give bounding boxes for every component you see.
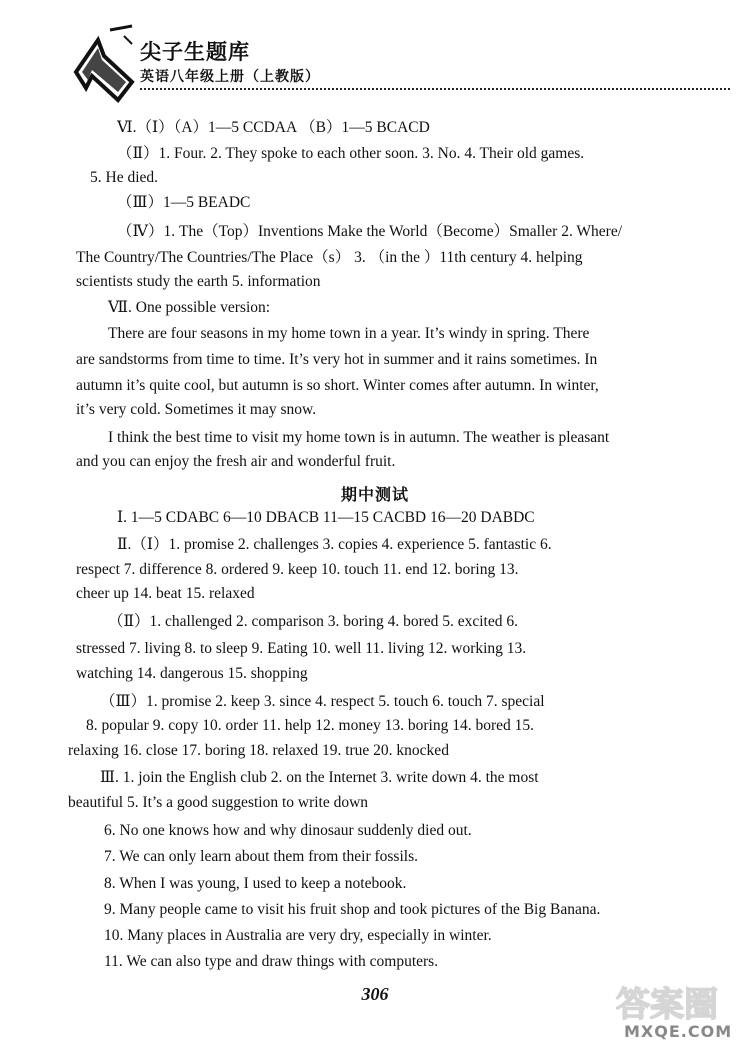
answer-line: respect 7. difference 8. ordered 9. keep 10. touch 11. end 12. boring 13. xyxy=(76,561,519,578)
answer-line: 8. popular 9. copy 10. order 11. help 12. money 13. boring 14. bored 15. xyxy=(86,717,534,734)
watermark-text: 答案圈 xyxy=(616,985,718,1025)
answer-line: The Country/The Countries/The Place（s） 3. （in the ）11th century 4. helping xyxy=(76,249,583,266)
answer-line: 9. Many people came to visit his fruit shop and took pictures of the Big Banana. xyxy=(104,901,601,918)
answer-line: Ⅵ.（Ⅰ）（A）1—5 CCDAA （B）1—5 BCACD xyxy=(117,119,430,136)
essay-line: There are four seasons in my home town in a year. It’s windy in spring. There xyxy=(108,325,590,342)
answer-line: stressed 7. living 8. to sleep 9. Eating 10. well 11. living 12. working 13. xyxy=(76,640,527,657)
answer-line: 6. No one knows how and why dinosaur suddenly died out. xyxy=(104,822,472,839)
answer-line: （Ⅲ）1. promise 2. keep 3. since 4. respect 5. touch 6. touch 7. special xyxy=(100,693,545,710)
watermark-url: MXQE.COM xyxy=(624,1022,733,1041)
answer-line: beautiful 5. It’s a good suggestion to write down xyxy=(68,794,369,811)
answer-line: watching 14. dangerous 15. shopping xyxy=(76,665,308,682)
answer-line: cheer up 14. beat 15. relaxed xyxy=(76,585,255,602)
answer-line: （Ⅱ）1. challenged 2. comparison 3. boring 4. bored 5. excited 6. xyxy=(108,613,518,630)
book-subtitle: 英语八年级上册（上教版） xyxy=(140,69,320,85)
page-number: 306 xyxy=(361,984,389,1004)
section-title: 期中测试 xyxy=(340,485,409,504)
answer-line: Ⅲ. 1. join the English club 2. on the Internet 3. write down 4. the most xyxy=(100,769,539,786)
book-title: 尖子生题库 xyxy=(140,40,250,64)
answer-line: 8. When I was young, I used to keep a notebook. xyxy=(104,875,407,892)
answer-line: scientists study the earth 5. information xyxy=(76,273,321,290)
answer-line: （Ⅱ）1. Four. 2. They spoke to each other soon. 3. No. 4. Their old games. xyxy=(117,145,585,162)
essay-line: and you can enjoy the fresh air and wonderful fruit. xyxy=(76,453,396,470)
answer-line: Ⅱ.（Ⅰ）1. promise 2. challenges 3. copies 4. experience 5. fantastic 6. xyxy=(117,536,552,553)
answer-line: Ⅶ. One possible version: xyxy=(108,299,271,316)
answer-line: 5. He died. xyxy=(90,169,159,186)
answer-line: Ⅰ. 1—5 CDABC 6—10 DBACB 11—15 CACBD 16—20 DABDC xyxy=(117,509,535,526)
answer-line: 11. We can also type and draw things with computers. xyxy=(104,953,439,970)
answer-line: （Ⅲ）1—5 BEADC xyxy=(117,194,251,211)
answer-line: relaxing 16. close 17. boring 18. relaxed 19. true 20. knocked xyxy=(68,742,449,759)
essay-line: it’s very cold. Sometimes it may snow. xyxy=(76,401,317,418)
answer-line: （Ⅳ）1. The（Top）Inventions Make the World（Become）Smaller 2. Where/ xyxy=(117,223,623,240)
essay-line: I think the best time to visit my home town is in autumn. The weather is pleasant xyxy=(108,429,610,446)
answer-line: 7. We can only learn about them from their fossils. xyxy=(104,848,418,865)
essay-line: autumn it’s quite cool, but autumn is so short. Winter comes after autumn. In winter, xyxy=(76,377,599,394)
answer-line: 10. Many places in Australia are very dry, especially in winter. xyxy=(104,927,492,944)
essay-line: are sandstorms from time to time. It’s very hot in summer and it rains sometimes. In xyxy=(76,351,598,368)
